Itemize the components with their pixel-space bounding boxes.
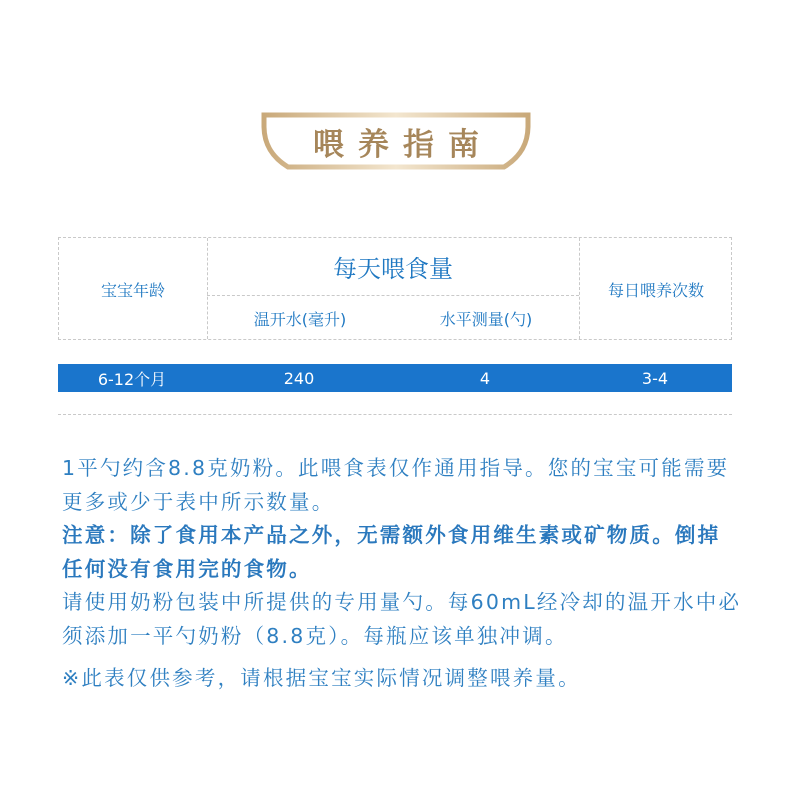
note-warning: 注意：除了食用本产品之外，无需额外食用维生素或矿物质。倒掉任何没有食用完的食物。 [62,523,721,581]
feeding-table [58,237,732,340]
cell-age: 6-12个月 [97,369,167,389]
page-title: 喂养指南 [313,126,493,163]
header-age: 宝宝年龄 [100,281,165,300]
divider [58,414,732,415]
header-water: 温开水(毫升) [253,309,347,329]
note-reference: ※此表仅供参考，请根据宝宝实际情况调整喂养量。 [62,665,581,690]
header-daily-amount: 每天喂食量 [333,255,453,283]
cell-scoop: 4 [479,368,491,388]
table-row [58,364,732,392]
title-banner [260,112,532,170]
cell-water: 240 [283,368,315,388]
notes [62,452,742,695]
cell-times: 3-4 [641,368,669,388]
header-scoop: 水平测量(勺) [439,309,533,329]
note-scoop-info: 1平勺约含8.8克奶粉。此喂食表仅作通用指导。您的宝宝可能需要更多或少于表中所示数量。 [62,456,730,514]
note-preparation: 请使用奶粉包装中所提供的专用量勺。每60mL经冷却的温开水中必须添加一平勺奶粉（8.8克）。每瓶应该单独冲调。 [62,590,742,648]
header-times: 每日喂养次数 [607,281,704,300]
